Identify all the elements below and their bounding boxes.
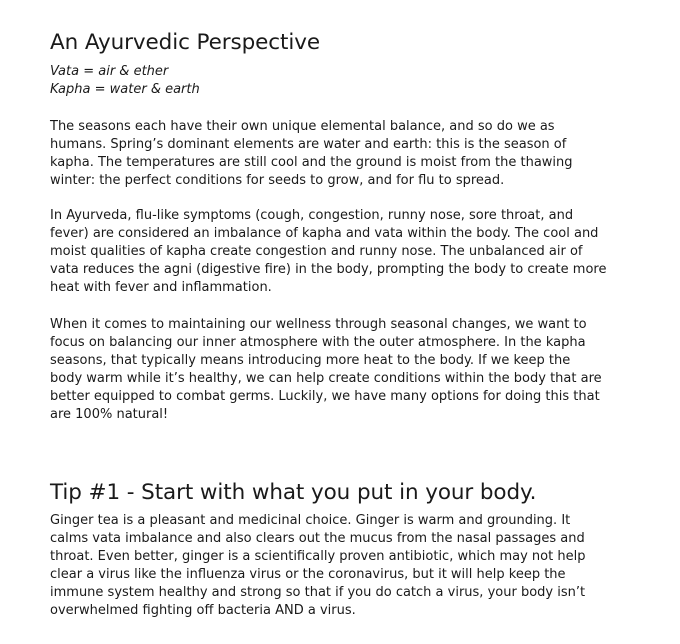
paragraph-line: immune system healthy and strong so that if you do catch a virus, your body isn’t: [50, 585, 586, 600]
paragraph-line: seasons, that typically means introducing more heat to the body. If we keep the: [50, 353, 571, 368]
definition-kapha: Kapha = water & earth: [50, 82, 200, 97]
paragraph-line: humans. Spring’s dominant elements are water and earth: this is the season of: [50, 137, 567, 152]
paragraph-line: focus on balancing our inner atmosphere with the outer atmosphere. In the kapha: [50, 335, 586, 350]
paragraph-ayurveda-flu: [50, 207, 640, 297]
paragraph-ginger-tea: [50, 512, 640, 620]
paragraph-wellness: [50, 316, 640, 424]
section-title-ayurvedic-perspective: An Ayurvedic Perspective: [50, 30, 320, 55]
paragraph-line: vata reduces the agni (digestive fire) in the body, prompting the body to create more: [50, 262, 607, 277]
paragraph-line: throat. Even better, ginger is a scientifically proven antibiotic, which may not help: [50, 549, 586, 564]
paragraph-line: winter: the perfect conditions for seeds to grow, and for flu to spread.: [50, 173, 505, 188]
paragraph-line: When it comes to maintaining our wellness through seasonal changes, we want to: [50, 317, 587, 332]
paragraph-line: clear a virus like the influenza virus or the coronavirus, but it will help keep the: [50, 567, 566, 582]
section-title-tip-1: Tip #1 - Start with what you put in your body.: [50, 480, 537, 505]
definition-vata: Vata = air & ether: [50, 64, 169, 79]
definitions: [50, 63, 200, 99]
paragraph-line: better equipped to combat germs. Luckily, we have many options for doing this that: [50, 389, 600, 404]
paragraph-line: kapha. The temperatures are still cool and the ground is moist from the thawing: [50, 155, 573, 170]
paragraph-line: overwhelmed fighting off bacteria AND a virus.: [50, 603, 356, 618]
paragraph-line: calms vata imbalance and also clears out the mucus from the nasal passages and: [50, 531, 585, 546]
paragraph-line: In Ayurveda, flu-like symptoms (cough, congestion, runny nose, sore throat, and: [50, 208, 574, 223]
paragraph-line: fever) are considered an imbalance of kapha and vata within the body. The cool and: [50, 226, 599, 241]
paragraph-line: The seasons each have their own unique elemental balance, and so do we as: [50, 119, 555, 134]
paragraph-line: are 100% natural!: [50, 407, 169, 422]
paragraph-seasons: [50, 118, 640, 190]
paragraph-line: heat with fever and inflammation.: [50, 280, 272, 295]
paragraph-line: moist qualities of kapha create congestion and runny nose. The unbalanced air of: [50, 244, 583, 259]
paragraph-line: body warm while it’s healthy, we can help create conditions within the body that are: [50, 371, 602, 386]
paragraph-line: Ginger tea is a pleasant and medicinal choice. Ginger is warm and grounding. It: [50, 513, 571, 528]
